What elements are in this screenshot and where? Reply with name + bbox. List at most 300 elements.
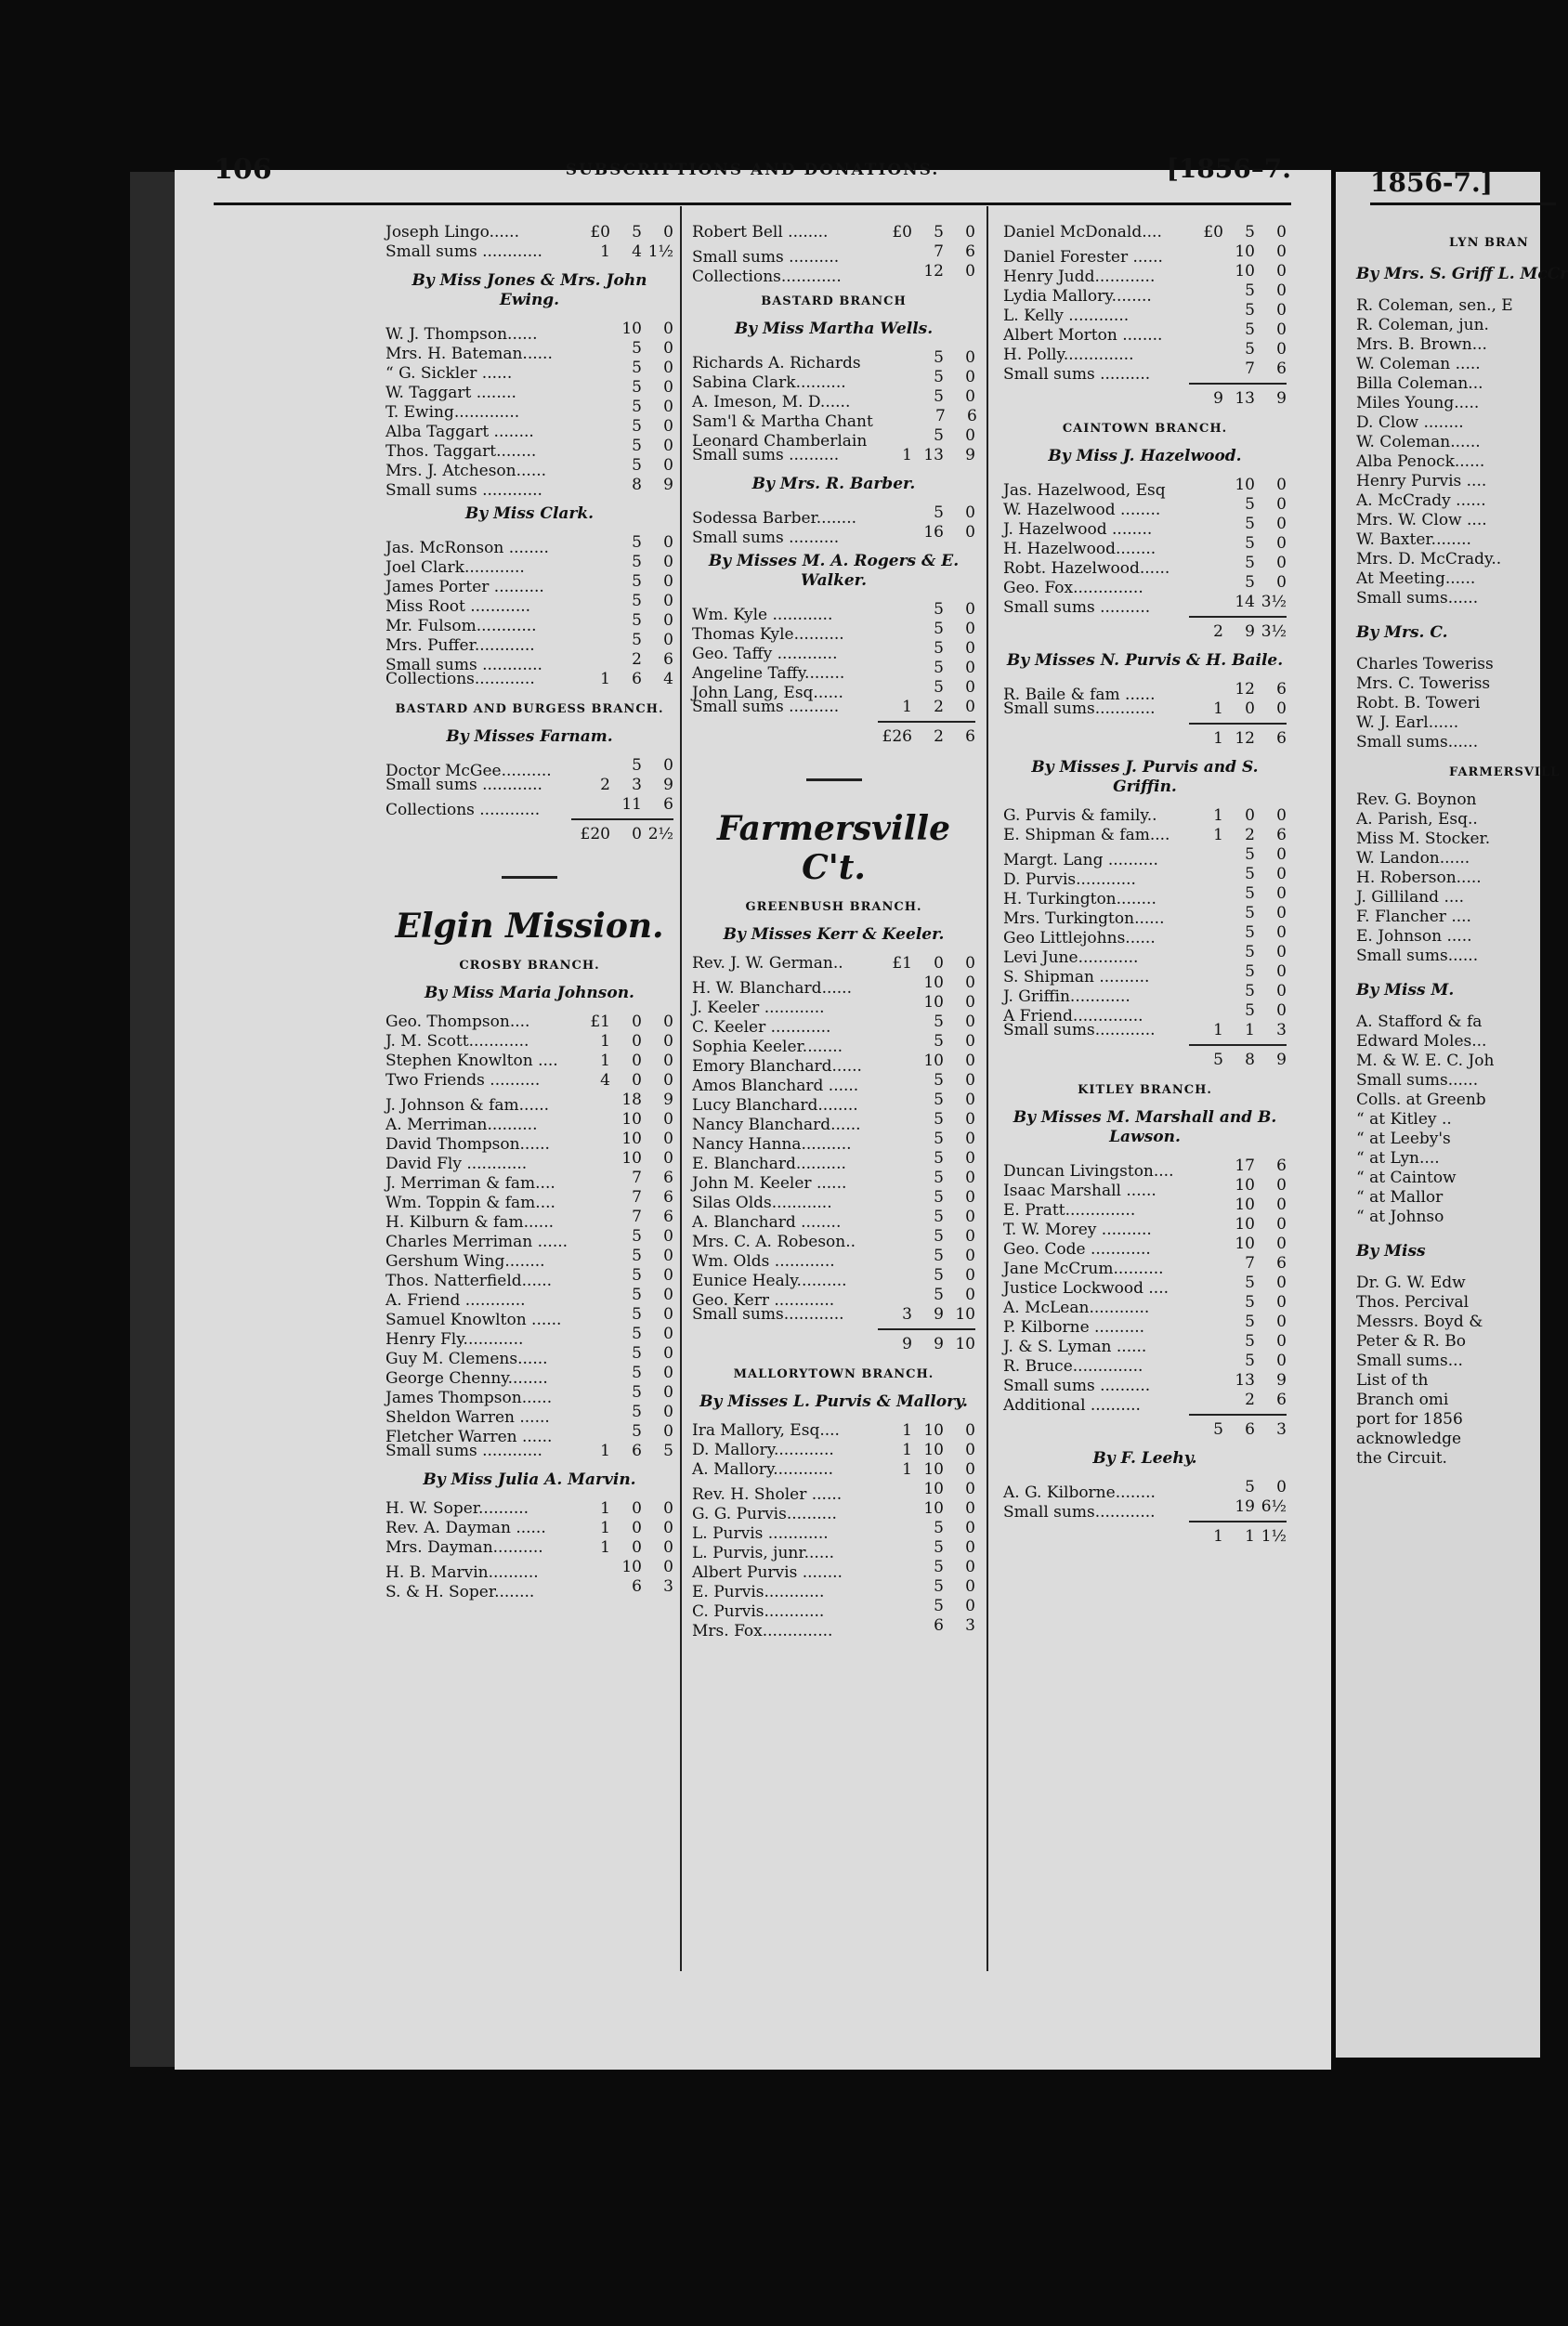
branch-heading: GREENBUSH BRANCH. [745, 900, 922, 914]
shillings: 5 [934, 1577, 944, 1596]
pence: 0 [965, 954, 975, 973]
entry-row: R. Coleman, jun. [1356, 316, 1489, 334]
pence: 0 [1276, 1313, 1287, 1331]
entry-name: Thomas Kyle.......... [692, 625, 844, 644]
pence: 9 [663, 776, 673, 794]
entry-row [692, 954, 975, 974]
shillings: 5 [1245, 534, 1255, 553]
entry-name: Gershum Wing........ [385, 1252, 545, 1271]
right-header-rule [1370, 203, 1556, 205]
pence: 9 [965, 446, 975, 464]
entry-name: Two Friends .......... [385, 1071, 541, 1090]
shillings: 8 [1245, 1051, 1255, 1069]
pounds [1183, 865, 1223, 884]
shillings: 10 [923, 1460, 944, 1479]
pence: 0 [965, 1499, 975, 1518]
pence: 0 [663, 1110, 673, 1129]
entry-name: E. Pratt.............. [1003, 1201, 1136, 1220]
entry-row: Mrs. D. McCrady.. [1356, 550, 1502, 568]
shillings: 5 [934, 348, 944, 367]
entry-name: Lucy Blanchard........ [692, 1096, 858, 1115]
pence: 0 [663, 1071, 673, 1090]
branch-heading: LYN BRAN [1449, 236, 1529, 250]
collector-heading: By Miss [1356, 1242, 1426, 1261]
pounds [1183, 593, 1223, 612]
entry-row [385, 1013, 673, 1032]
amount [569, 670, 673, 689]
entry-name: Mrs. Fox.............. [692, 1622, 833, 1640]
pence: 5 [663, 1442, 673, 1460]
shillings: 6 [934, 1616, 944, 1635]
shillings: 10 [923, 1499, 944, 1518]
pounds: 5 [1213, 1051, 1223, 1069]
right-page-column [1356, 223, 1568, 1469]
entry-row [385, 1558, 673, 1582]
entry-row: Edward Moles... [1356, 1032, 1487, 1051]
entry-row: Small sums...... [1356, 589, 1479, 608]
pounds: 1 [600, 1538, 610, 1557]
collector-heading: By Misses M. A. Rogers & E. Walker. [708, 552, 960, 590]
pence: 0 [1276, 1176, 1287, 1195]
amount [569, 1344, 673, 1364]
entry-name: Joseph Lingo...... [385, 223, 519, 242]
pence: 0 [663, 1364, 673, 1382]
total-row [1189, 1044, 1287, 1070]
pence: 6 [663, 650, 673, 669]
amount [871, 678, 975, 698]
pence: 0 [1276, 1293, 1287, 1312]
pounds: 1 [600, 670, 610, 688]
shillings: 7 [632, 1188, 642, 1207]
entry-row [692, 242, 975, 267]
amount [569, 611, 673, 631]
amount [569, 1071, 673, 1091]
shillings: 5 [934, 1558, 944, 1576]
shillings: 5 [934, 1286, 944, 1304]
pounds [1183, 1391, 1223, 1410]
amount [569, 572, 673, 592]
shillings: 5 [934, 503, 944, 522]
pence: 0 [663, 1266, 673, 1285]
pence: 0 [663, 631, 673, 649]
pounds [569, 1305, 610, 1325]
pence: 0 [1276, 1478, 1287, 1496]
pence: 0 [1276, 242, 1287, 261]
pounds [569, 631, 610, 650]
shillings: 6 [632, 1577, 642, 1596]
shillings: 5 [632, 1247, 642, 1265]
amount [871, 600, 975, 620]
pounds [871, 659, 912, 678]
amount [569, 1558, 673, 1577]
shillings: 10 [923, 993, 944, 1012]
amount [569, 437, 673, 456]
pounds [1183, 242, 1223, 262]
entry-row [385, 1091, 673, 1115]
shillings: 10 [1235, 1176, 1255, 1195]
amount [569, 1052, 673, 1071]
entry-name: Geo. Kerr ............ [692, 1291, 835, 1310]
entry-row [1003, 1478, 1287, 1502]
pence: 0 [1276, 534, 1287, 553]
entry-row: Billa Coleman... [1356, 374, 1483, 393]
entry-row: R. Coleman, sen., E [1356, 296, 1513, 315]
pence: 0 [965, 1460, 975, 1479]
amount [871, 1441, 975, 1460]
pounds [1183, 1274, 1223, 1293]
amount [1183, 534, 1287, 554]
shillings: 10 [621, 1110, 642, 1129]
entry-name: R. Baile & fam ...... [1003, 686, 1156, 704]
entry-name: Sam'l & Martha Chant [692, 412, 873, 431]
entry-name: Thos. Natterfield...... [385, 1272, 553, 1290]
amount [1183, 845, 1287, 865]
entry-name: Sheldon Warren ...... [385, 1408, 550, 1427]
pence: 6 [1276, 729, 1287, 748]
pounds: 1 [902, 1460, 912, 1479]
pounds [569, 592, 610, 611]
pence: 0 [1276, 340, 1287, 359]
entry-name: Small sums .......... [692, 698, 840, 716]
entry-row [692, 698, 975, 717]
total-row [1189, 1414, 1287, 1440]
entry-name: Doctor McGee.......... [385, 762, 552, 780]
shillings: 0 [632, 1032, 642, 1051]
pounds [569, 1286, 610, 1305]
shillings: 5 [632, 1325, 642, 1343]
collector-heading: By Miss Julia A. Marvin. [423, 1470, 636, 1489]
pounds [871, 1227, 912, 1247]
shillings: 5 [632, 533, 642, 552]
amount [871, 1091, 975, 1110]
pounds [569, 456, 610, 476]
pounds: 1 [902, 698, 912, 716]
pence: 6 [1276, 680, 1287, 699]
entry-row [1003, 242, 1287, 267]
entry-name: Small sums............ [1003, 1021, 1156, 1039]
amount [1183, 904, 1287, 923]
pence: 0 [663, 756, 673, 775]
shillings: 7 [632, 1169, 642, 1187]
shillings: 5 [1245, 320, 1255, 339]
amount [1183, 301, 1287, 320]
pence: 0 [1276, 865, 1287, 883]
pence: 3 [1276, 1021, 1287, 1039]
entry-row: M. & W. E. C. Joh [1356, 1052, 1495, 1070]
shillings: 10 [923, 1421, 944, 1440]
pence: 0 [1276, 1196, 1287, 1214]
shillings: 0 [632, 1052, 642, 1070]
entry-name: Ira Mallory, Esq.... [692, 1421, 840, 1440]
pence: 0 [663, 223, 673, 242]
shillings: 5 [1245, 554, 1255, 572]
pounds [871, 1597, 912, 1616]
pounds [569, 1266, 610, 1286]
pence: 0 [1276, 281, 1287, 300]
shillings: 5 [934, 620, 944, 638]
pounds [569, 533, 610, 553]
pence: 0 [965, 1188, 975, 1207]
pounds [871, 1130, 912, 1149]
amount [569, 339, 673, 359]
column-2 [692, 223, 977, 1640]
pence: 0 [965, 1441, 975, 1459]
pounds [1183, 845, 1223, 865]
pounds [1183, 1215, 1223, 1235]
shillings: 2 [934, 698, 944, 716]
pounds: 1 [1213, 1021, 1223, 1039]
amount [569, 476, 673, 495]
amount [569, 242, 673, 262]
shillings: 5 [1245, 1001, 1255, 1020]
pence: 0 [663, 1305, 673, 1324]
entry-name: J. Merriman & fam.... [385, 1174, 555, 1193]
shillings: 14 [1235, 593, 1255, 611]
shillings: 5 [934, 1110, 944, 1129]
pence: 0 [663, 417, 673, 436]
pounds [1183, 1332, 1223, 1352]
amount [1183, 884, 1287, 904]
pounds [1183, 534, 1223, 554]
shillings: 5 [632, 398, 642, 416]
pounds [871, 503, 912, 523]
amount [569, 1208, 673, 1227]
amount [569, 1188, 673, 1208]
amount [871, 1013, 975, 1032]
entry-name: John Lang, Esq...... [692, 684, 843, 702]
collector-heading: By F. Leehy. [1092, 1449, 1197, 1468]
shillings: 0 [632, 825, 642, 843]
pounds [1183, 1352, 1223, 1371]
pounds [1183, 340, 1223, 359]
pence: 0 [965, 1091, 975, 1109]
shillings: 10 [1235, 476, 1255, 494]
entry-name: Amos Blanchard ...... [692, 1077, 859, 1095]
shillings: 6 [632, 1442, 642, 1460]
entry-name: Geo. Code ............ [1003, 1240, 1151, 1259]
pounds [569, 320, 610, 339]
page-number: 106 [214, 153, 272, 186]
shillings: 11 [621, 795, 642, 814]
shillings: 10 [1235, 1215, 1255, 1234]
amount [871, 1421, 975, 1441]
entry-name: H. Polly.............. [1003, 346, 1134, 364]
entry-name: James Porter .......... [385, 578, 544, 596]
entry-name: Margt. Lang .......... [1003, 851, 1158, 869]
entry-row: Small sums...... [1356, 1071, 1479, 1090]
shillings: 5 [1245, 865, 1255, 883]
total-row [1189, 383, 1287, 409]
shillings: 5 [1245, 281, 1255, 300]
pounds [569, 572, 610, 592]
pounds: 1 [600, 1499, 610, 1518]
pounds [871, 1616, 912, 1636]
pounds [1183, 515, 1223, 534]
entry-name: E. Shipman & fam.... [1003, 826, 1170, 844]
entry-name: H. Hazelwood........ [1003, 540, 1156, 558]
entry-name: Albert Purvis ........ [692, 1563, 843, 1582]
pence: 0 [663, 1032, 673, 1051]
column-3 [1003, 223, 1287, 1547]
pence: 6 [1276, 1254, 1287, 1273]
entry-name: L. Purvis, junr...... [692, 1544, 835, 1562]
pence: 0 [965, 678, 975, 697]
amount [1183, 593, 1287, 612]
entry-row: A. Parish, Esq.. [1356, 810, 1478, 829]
pounds [569, 611, 610, 631]
amount [1183, 1352, 1287, 1371]
entry-name: Wm. Olds ............ [692, 1252, 835, 1271]
entry-name: H. Kilburn & fam...... [385, 1213, 555, 1232]
section-separator [502, 876, 557, 879]
amount [1183, 1497, 1287, 1517]
entry-name: D. Purvis............ [1003, 870, 1136, 889]
entry-row [1003, 1156, 1287, 1181]
shillings: 5 [1245, 1313, 1255, 1331]
pounds [569, 476, 610, 495]
entry-name: Rev. A. Dayman ...... [385, 1519, 546, 1537]
pounds [871, 1286, 912, 1305]
shillings: 5 [632, 1344, 642, 1363]
pounds [871, 1188, 912, 1208]
entry-name: Lydia Mallory........ [1003, 287, 1152, 306]
amount [569, 1519, 673, 1538]
amount [1183, 1478, 1287, 1497]
entry-name: J. & S. Lyman ...... [1003, 1338, 1147, 1356]
pence: 0 [965, 659, 975, 677]
entry-name: Small sums .......... [1003, 1377, 1151, 1395]
amount [871, 503, 975, 523]
shillings: 5 [632, 1286, 642, 1304]
pounds [1183, 1371, 1223, 1391]
pence: 0 [965, 387, 975, 406]
pence: 0 [663, 456, 673, 475]
pounds [871, 387, 912, 407]
entry-name: Jane McCrum.......... [1003, 1260, 1164, 1278]
pounds: 1 [902, 446, 912, 464]
pounds [871, 1519, 912, 1538]
total-row [571, 818, 673, 844]
collector-heading: By Miss M. [1356, 981, 1455, 1000]
entry-row [1003, 826, 1287, 845]
amount [1183, 680, 1287, 699]
pounds [873, 407, 914, 426]
pence: 0 [663, 339, 673, 358]
branch-heading: CAINTOWN BRANCH. [1062, 422, 1228, 436]
shillings: 5 [1245, 943, 1255, 961]
amount [1183, 728, 1287, 749]
shillings: 5 [934, 1130, 944, 1148]
pence: 0 [965, 1071, 975, 1090]
pence: 3½ [1261, 622, 1287, 641]
pounds [569, 1422, 610, 1442]
shillings: 10 [1235, 262, 1255, 281]
pence: 0 [965, 1149, 975, 1168]
entry-name: John M. Keeler ...... [692, 1174, 847, 1193]
entry-row: Charles Toweriss [1356, 655, 1494, 673]
amount [1183, 1176, 1287, 1196]
shillings: 5 [632, 1266, 642, 1285]
pence: 0 [965, 503, 975, 522]
shillings: 5 [632, 359, 642, 377]
pounds [871, 1071, 912, 1091]
pence: 0 [663, 378, 673, 397]
pounds: 1 [902, 1421, 912, 1440]
pounds: £0 [590, 223, 610, 242]
collector-heading: By Miss Martha Wells. [734, 320, 934, 338]
entry-row: W. Coleman...... [1356, 433, 1481, 451]
amount [569, 795, 673, 815]
amount [569, 756, 673, 776]
entry-row: “ at Johnso [1356, 1208, 1444, 1226]
entry-row [692, 1441, 975, 1460]
entry-name: Henry Fly............ [385, 1330, 524, 1349]
pounds [871, 1480, 912, 1499]
amount [569, 1305, 673, 1325]
pence: 0 [1276, 845, 1287, 864]
pence: 0 [965, 1169, 975, 1187]
pence: 6 [1276, 359, 1287, 378]
shillings: 0 [632, 1519, 642, 1537]
pounds: £0 [1203, 223, 1223, 242]
shillings: 10 [621, 1130, 642, 1148]
page-header [214, 153, 1291, 190]
pounds [1183, 1196, 1223, 1215]
entry-name: Duncan Livingston.... [1003, 1162, 1174, 1181]
pence: 0 [1276, 1332, 1287, 1351]
pounds [1183, 1293, 1223, 1313]
pounds [569, 1247, 610, 1266]
pence: 0 [1276, 1235, 1287, 1253]
pence: 0 [965, 1247, 975, 1265]
entry-row: J. Gilliland .... [1356, 888, 1465, 907]
amount [1183, 242, 1287, 262]
total-row [878, 721, 975, 747]
amount [871, 1169, 975, 1188]
shillings: 5 [1245, 340, 1255, 359]
pence: 0 [965, 348, 975, 367]
pence: 0 [663, 320, 673, 338]
entry-name: J. M. Scott............ [385, 1032, 529, 1051]
pence: 6 [966, 407, 977, 425]
amount [871, 1286, 975, 1305]
shillings: 5 [632, 1227, 642, 1246]
pounds: £1 [590, 1013, 610, 1031]
entry-row: Messrs. Boyd & [1356, 1313, 1483, 1331]
pence: 0 [663, 533, 673, 552]
entry-name: Stephen Knowlton .... [385, 1052, 558, 1070]
shillings: 9 [934, 1305, 944, 1324]
pence: 0 [663, 1344, 673, 1363]
entry-name: Small sums ............ [385, 776, 542, 794]
pounds [1183, 262, 1223, 281]
amount [871, 1227, 975, 1247]
amount [569, 1013, 673, 1032]
entry-name: Geo. Fox.............. [1003, 579, 1143, 597]
pounds [1183, 301, 1223, 320]
shillings: 5 [1245, 515, 1255, 533]
entry-row: Alba Penock...... [1356, 452, 1485, 471]
amount [1183, 554, 1287, 573]
pence: 3 [1276, 1420, 1287, 1439]
pounds [1183, 1001, 1223, 1021]
entry-name: W. Taggart ........ [385, 384, 516, 402]
shillings: 6 [1245, 1420, 1255, 1439]
entry-row: Miles Young..... [1356, 394, 1480, 412]
amount [871, 1597, 975, 1616]
pence: 9 [1276, 389, 1287, 408]
pence: 1½ [1261, 1527, 1287, 1546]
